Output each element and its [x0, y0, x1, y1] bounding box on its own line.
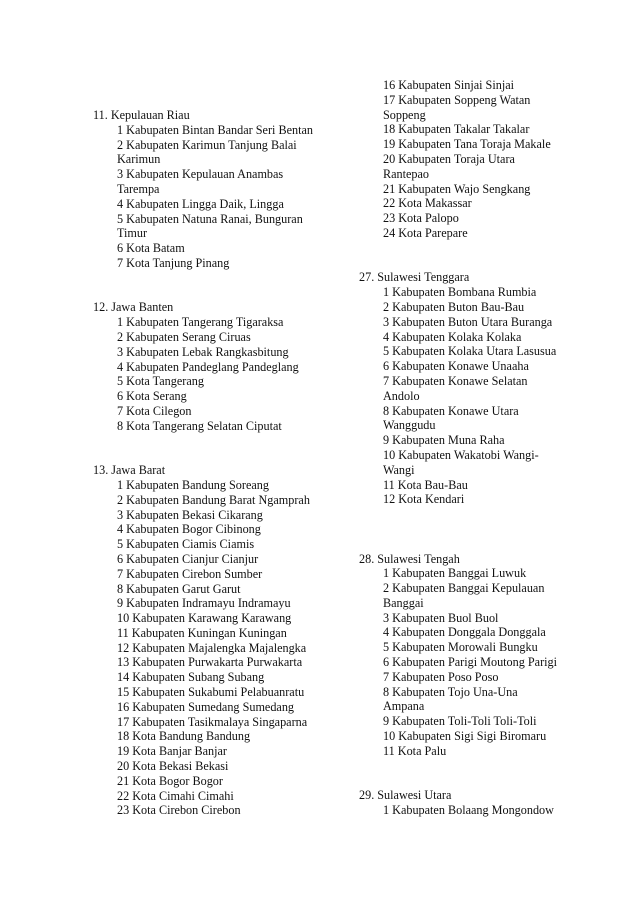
list-item: 5 Kabupaten Kolaka Utara Lasusua [383, 344, 557, 359]
regency-list [93, 315, 343, 433]
list-item: 7 Kota Cilegon [117, 403, 192, 418]
list-item: 7 Kabupaten Poso Poso [383, 669, 499, 684]
list-item: 7 Kota Tanjung Pinang [117, 255, 230, 270]
list-item: 5 Kota Tangerang [117, 374, 204, 389]
list-item: 6 Kota Serang [117, 389, 187, 404]
list-item: 14 Kabupaten Subang Subang [117, 670, 265, 685]
list-item: 3 Kabupaten Buol Buol [383, 610, 499, 625]
list-item: 11 Kabupaten Kuningan Kuningan [117, 625, 287, 640]
list-item: 2 Kabupaten Karimun Tanjung Balai [117, 137, 297, 152]
list-item: 5 Kabupaten Natuna Ranai, Bunguran [117, 211, 303, 226]
list-item: Ampana [383, 699, 425, 714]
section-title: 28. Sulawesi Tengah [359, 551, 460, 566]
list-item: 16 Kabupaten Sumedang Sumedang [117, 699, 295, 714]
section-spacer [93, 271, 343, 301]
section-jawa-banten [93, 300, 343, 433]
list-item: 17 Kabupaten Soppeng Watan [383, 92, 531, 107]
list-item: 23 Kota Cirebon Cirebon [117, 803, 241, 818]
section-sulawesi-utara [359, 788, 584, 818]
list-item: Karimun [117, 152, 161, 167]
list-item: 11 Kota Palu [383, 743, 447, 758]
list-item: 9 Kabupaten Muna Raha [383, 433, 505, 448]
section-spacer [359, 507, 584, 551]
section-spacer [359, 759, 584, 789]
list-item: 5 Kabupaten Ciamis Ciamis [117, 537, 255, 552]
list-item: Andolo [383, 388, 420, 403]
section-sulawesi-tenggara [359, 270, 584, 507]
list-item: 6 Kabupaten Konawe Unaaha [383, 359, 529, 374]
list-item: 16 Kabupaten Sinjai Sinjai [383, 78, 514, 92]
list-item: 3 Kabupaten Kepulauan Anambas [117, 167, 284, 182]
regency-list [359, 566, 584, 758]
list-item: 8 Kabupaten Garut Garut [117, 581, 241, 596]
list-item: 20 Kota Bekasi Bekasi [117, 759, 229, 774]
list-item: 12 Kota Kendari [383, 492, 465, 507]
section-sulawesi-tengah [359, 552, 584, 759]
list-item: 8 Kabupaten Tojo Una-Una [383, 684, 518, 699]
list-item: 7 Kabupaten Konawe Selatan [383, 373, 528, 388]
regency-list [93, 478, 343, 818]
list-item: 13 Kabupaten Purwakarta Purwakarta [117, 655, 303, 670]
list-item: 9 Kabupaten Toli-Toli Toli-Toli [383, 714, 537, 729]
list-item: 3 Kabupaten Bekasi Cikarang [117, 507, 263, 522]
list-item: Timur [117, 226, 148, 241]
list-item: 11 Kota Bau-Bau [383, 477, 468, 492]
regency-list [359, 78, 584, 241]
list-item: Soppeng [383, 107, 426, 122]
list-item: 1 Kabupaten Bintan Bandar Seri Bentan [117, 122, 313, 137]
list-item: 1 Kabupaten Bandung Soreang [117, 477, 269, 492]
list-item: 24 Kota Parepare [383, 225, 468, 240]
list-item: 4 Kabupaten Donggala Donggala [383, 625, 546, 640]
list-item: 4 Kabupaten Bogor Cibinong [117, 522, 261, 537]
list-item: 3 Kabupaten Buton Utara Buranga [383, 314, 553, 329]
section-spacer [93, 434, 343, 464]
list-item: 3 Kabupaten Lebak Rangkasbitung [117, 344, 289, 359]
list-item: 20 Kabupaten Toraja Utara [383, 151, 515, 166]
list-item: 4 Kabupaten Lingga Daik, Lingga [117, 196, 284, 211]
list-item: 21 Kota Bogor Bogor [117, 773, 223, 788]
list-item: 12 Kabupaten Majalengka Majalengka [117, 640, 307, 655]
section-title: 11. Kepulauan Riau [93, 108, 190, 122]
list-item: 8 Kota Tangerang Selatan Ciputat [117, 418, 282, 433]
list-item: Rantepao [383, 166, 430, 181]
regency-list [93, 123, 343, 271]
regency-list [359, 803, 584, 818]
list-item: 22 Kota Makassar [383, 196, 472, 211]
list-item: 2 Kabupaten Serang Ciruas [117, 329, 251, 344]
section-kepulauan-riau [93, 108, 343, 271]
section-sulawesi-selatan-continued [359, 78, 584, 241]
list-item: 1 Kabupaten Bombana Rumbia [383, 285, 537, 300]
list-item: 6 Kota Batam [117, 241, 185, 256]
section-title: 27. Sulawesi Tenggara [359, 270, 470, 285]
list-item: 18 Kota Bandung Bandung [117, 729, 251, 744]
list-item: 2 Kabupaten Buton Bau-Bau [383, 299, 525, 314]
list-item: 10 Kabupaten Karawang Karawang [117, 611, 292, 626]
section-title: 12. Jawa Banten [93, 300, 174, 315]
list-item: 10 Kabupaten Wakatobi Wangi- [383, 447, 539, 462]
left-column [93, 108, 343, 818]
list-item: 1 Kabupaten Tangerang Tigaraksa [117, 315, 284, 330]
list-item: Tarempa [117, 181, 160, 196]
section-jawa-barat [93, 463, 343, 818]
list-item: 1 Kabupaten Bolaang Mongondow [383, 803, 554, 818]
list-item: 2 Kabupaten Banggai Kepulauan [383, 581, 545, 596]
list-item: 22 Kota Cimahi Cimahi [117, 788, 234, 803]
list-item: Wangi [383, 462, 415, 477]
list-item: 17 Kabupaten Tasikmalaya Singaparna [117, 714, 308, 729]
list-item: 21 Kabupaten Wajo Sengkang [383, 181, 531, 196]
section-spacer [359, 241, 584, 271]
regency-list [359, 285, 584, 507]
list-item: 6 Kabupaten Parigi Moutong Parigi [383, 655, 557, 670]
list-item: Wanggudu [383, 418, 436, 433]
list-item: 5 Kabupaten Morowali Bungku [383, 640, 538, 655]
list-item: 4 Kabupaten Pandeglang Pandeglang [117, 359, 299, 374]
list-item: 10 Kabupaten Sigi Sigi Biromaru [383, 729, 547, 744]
list-item: 9 Kabupaten Indramayu Indramayu [117, 596, 291, 611]
list-item: 2 Kabupaten Bandung Barat Ngamprah [117, 492, 310, 507]
section-title: 29. Sulawesi Utara [359, 788, 452, 803]
list-item: 6 Kabupaten Cianjur Cianjur [117, 551, 259, 566]
list-item: Banggai [383, 595, 424, 610]
list-item: 4 Kabupaten Kolaka Kolaka [383, 329, 522, 344]
list-item: 19 Kota Banjar Banjar [117, 744, 227, 759]
list-item: 7 Kabupaten Cirebon Sumber [117, 566, 263, 581]
list-item: 18 Kabupaten Takalar Takalar [383, 122, 530, 137]
list-item: 23 Kota Palopo [383, 211, 459, 226]
list-item: 1 Kabupaten Banggai Luwuk [383, 566, 527, 581]
right-column [359, 78, 584, 818]
list-item: 19 Kabupaten Tana Toraja Makale [383, 137, 551, 152]
section-title: 13. Jawa Barat [93, 463, 166, 478]
list-item: 15 Kabupaten Sukabumi Pelabuanratu [117, 685, 305, 700]
list-item: 8 Kabupaten Konawe Utara [383, 403, 519, 418]
